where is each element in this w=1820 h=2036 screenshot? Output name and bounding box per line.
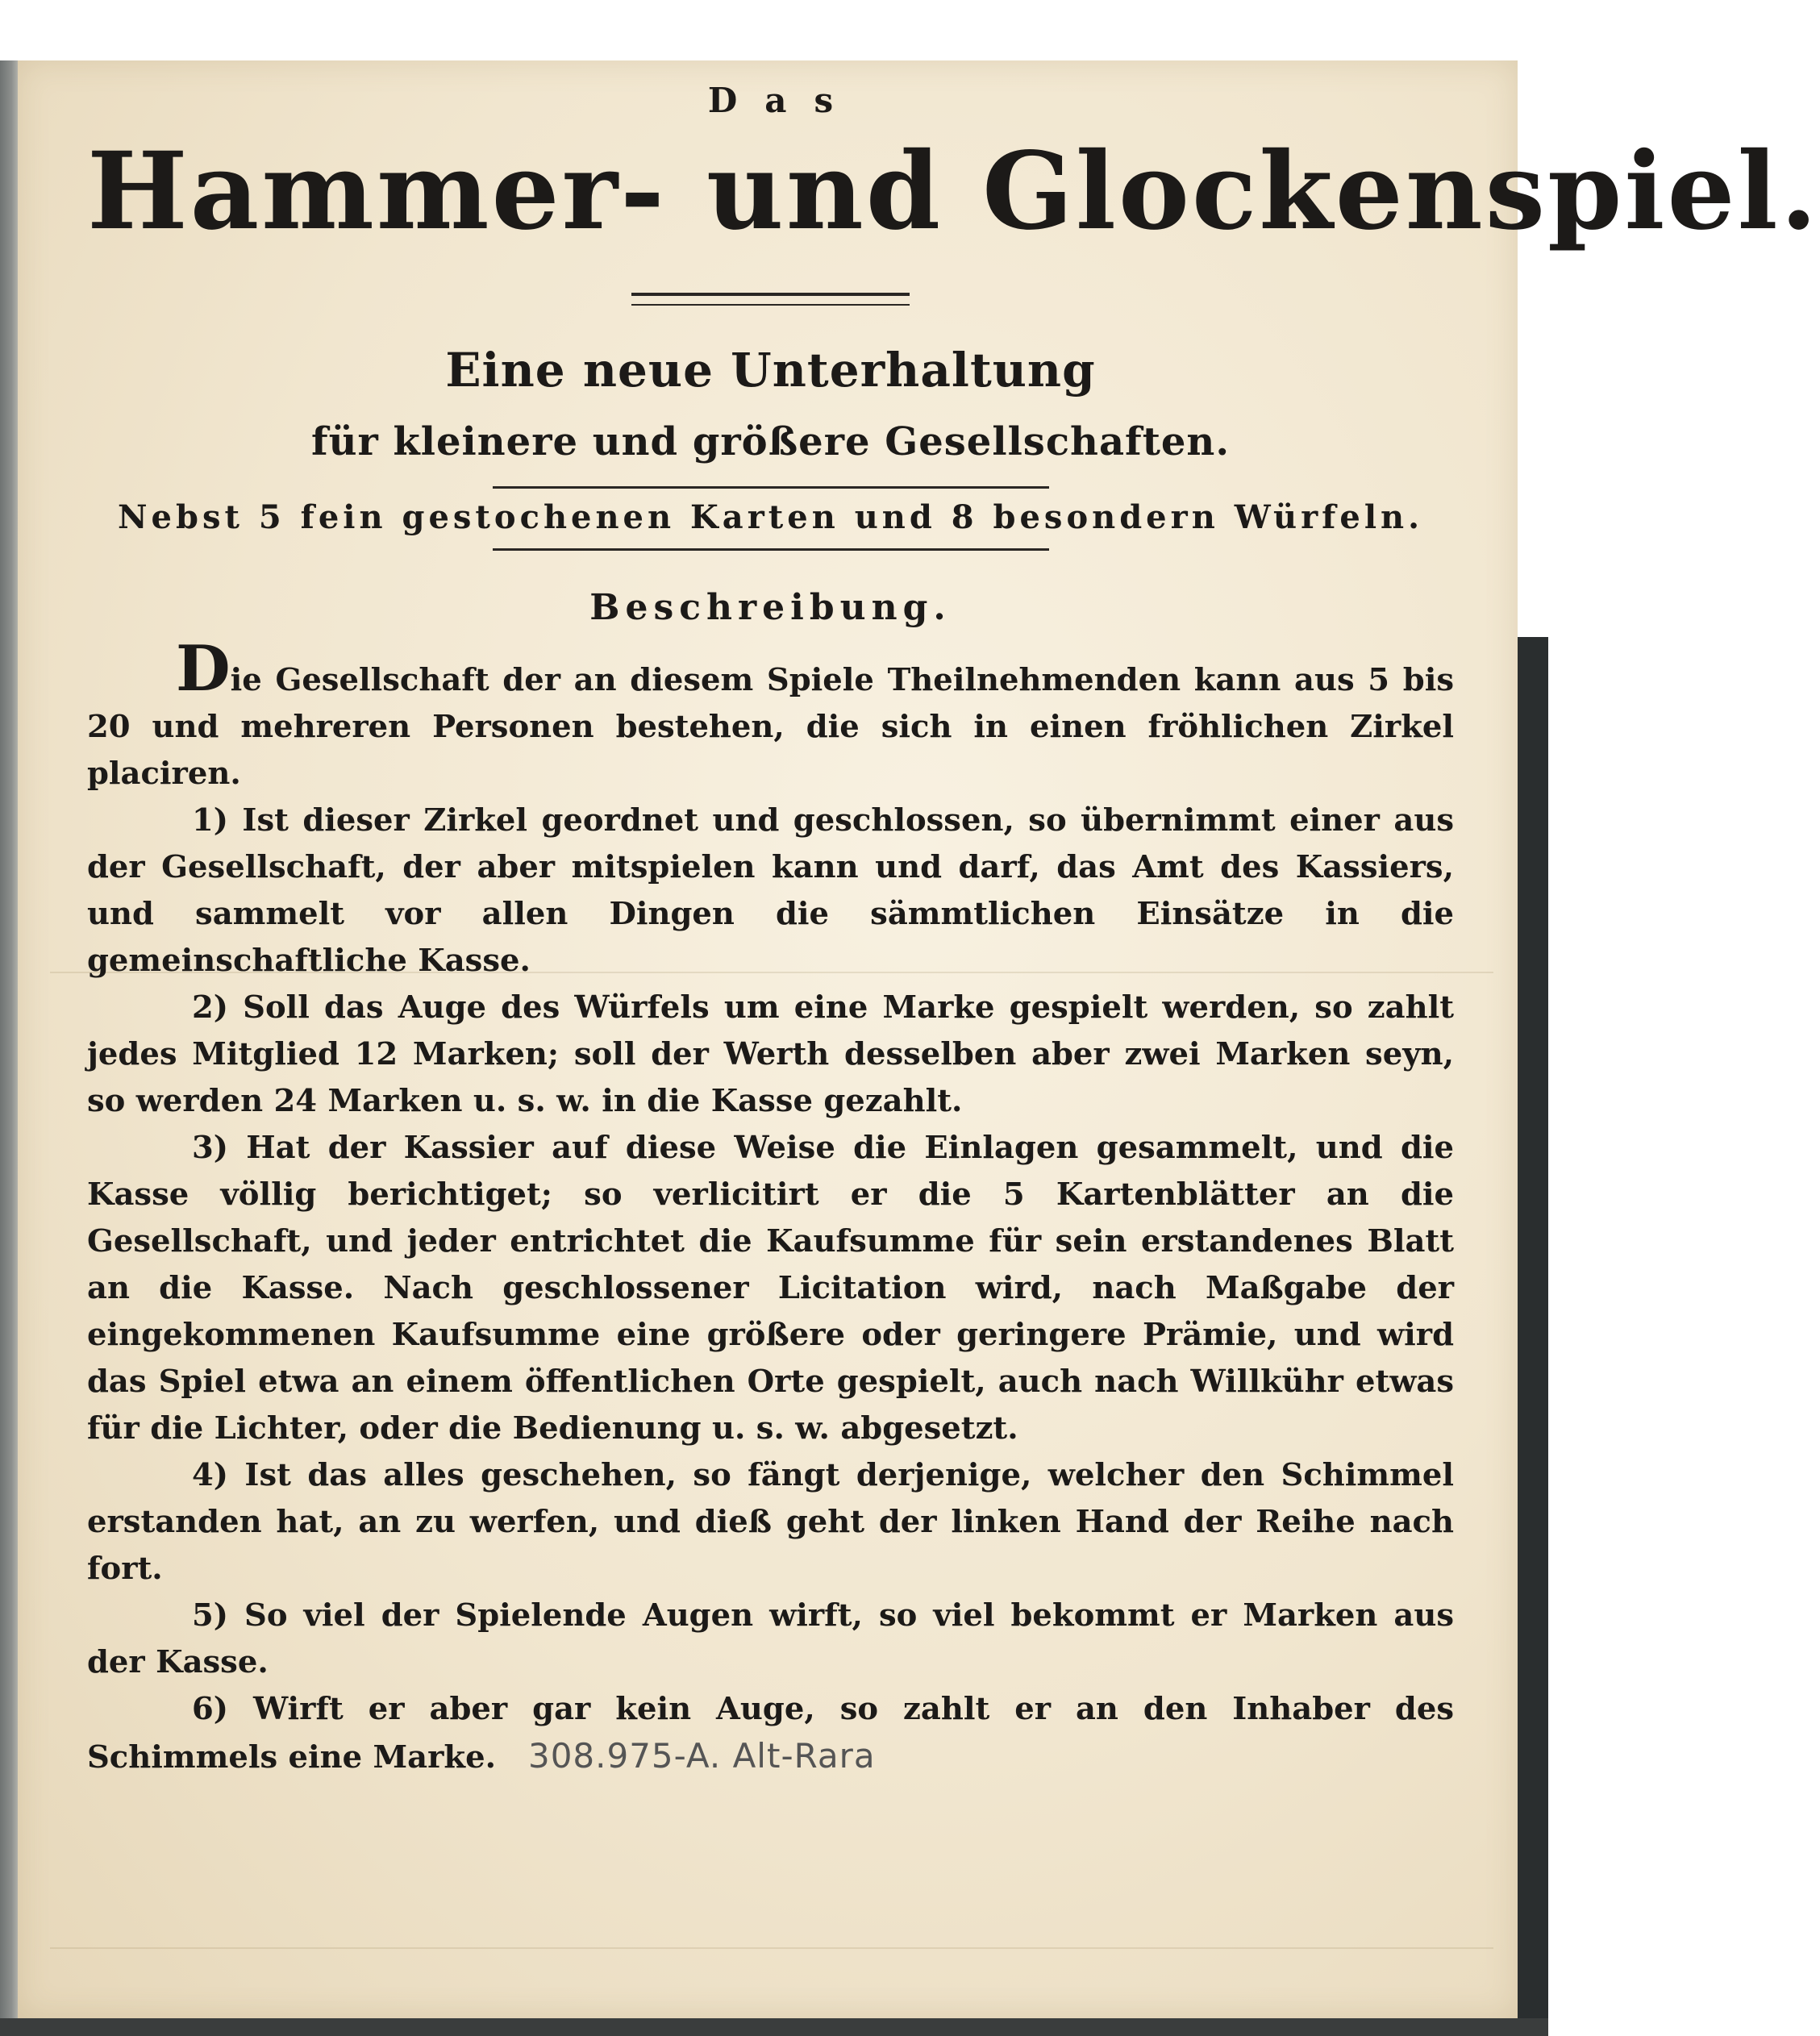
intro-paragraph: [87, 632, 1454, 797]
rule-paragraph-6: [87, 1686, 1454, 1781]
rule-divider-top: [493, 486, 1049, 489]
rule-paragraph-4: 4) Ist das alles geschehen, so fängt derjenige, welcher den Schimmel erstanden hat, an zu werfen, und dieß geht der linken Hand der Reihe nach fort.: [87, 1457, 1454, 1587]
catalog-number-handwritten: 308.975-A. Alt-Rara: [527, 1736, 876, 1776]
scan-edge-left: [0, 60, 19, 2036]
article-das: Das: [707, 81, 861, 120]
contents-note: Nebst 5 fein gestochenen Karten und 8 besondern Würfeln.: [117, 498, 1424, 536]
main-title: Hammer- und Glockenspiel.: [87, 129, 1820, 254]
section-heading: Beschreibung.: [589, 587, 952, 628]
scan-edge-right: [1513, 637, 1548, 2036]
drop-cap: D: [176, 632, 231, 706]
rule-paragraph-6-text: 6) Wirft er aber gar kein Auge, so zahlt er an den Inhaber des Schimmels eine Marke.: [87, 1691, 1454, 1776]
subtitle: Eine neue Unterhaltung: [445, 343, 1096, 398]
rule-paragraph-1: 1) Ist dieser Zirkel geordnet und geschlossen, so übernimmt einer aus der Gesellschaft, der aber mitspielen kann und darf, das Amt des Kassiers, und sammelt vor allen Dingen die sämmtlichen Einsätze in die gemeinschaftliche Kasse.: [87, 802, 1454, 979]
double-rule-divider: [631, 293, 910, 306]
paper-fold-line: [50, 1947, 1493, 1949]
rule-divider-bottom: [493, 548, 1049, 551]
rule-paragraph-3: 3) Hat der Kassier auf diese Weise die Einlagen gesammelt, und die Kasse völlig berichtiget; so verlicitirt er die 5 Kartenblätter an die Gesellschaft, und jeder entrichtet die Kaufsumme für sein erstandenes Blatt an die Kasse. Nach geschlossener Licitation wird, nach Maßgabe der eingekommenen Kaufsumme eine größere oder geringere Prämie, und wird das Spiel etwa an einem öffentlichen Orte gespielt, auch nach Willkühr etwas für die Lichter, oder die Bedienung u. s. w. abgesetzt.: [87, 1130, 1454, 1447]
rule-paragraph-5: 5) So viel der Spielende Augen wirft, so viel bekommt er Marken aus der Kasse.: [87, 1597, 1454, 1680]
description-body: [87, 632, 1454, 1781]
document-content: [87, 77, 1820, 1781]
rule-paragraph-2: 2) Soll das Auge des Würfels um eine Marke gespielt werden, so zahlt jedes Mitglied 12 Marken; soll der Werth desselben aber zwei Marken seyn, so werden 24 Marken u. s. w. in die Kasse gezahlt.: [87, 989, 1454, 1119]
intro-text: ie Gesellschaft der an diesem Spiele Theilnehmenden kann aus 5 bis 20 und mehreren Personen bestehen, die sich in einen fröhlichen Zirkel placiren.: [87, 662, 1454, 792]
subtitle-audience: für kleinere und größere Gesellschaften.: [310, 419, 1231, 464]
scan-edge-bottom: [0, 2018, 1548, 2036]
